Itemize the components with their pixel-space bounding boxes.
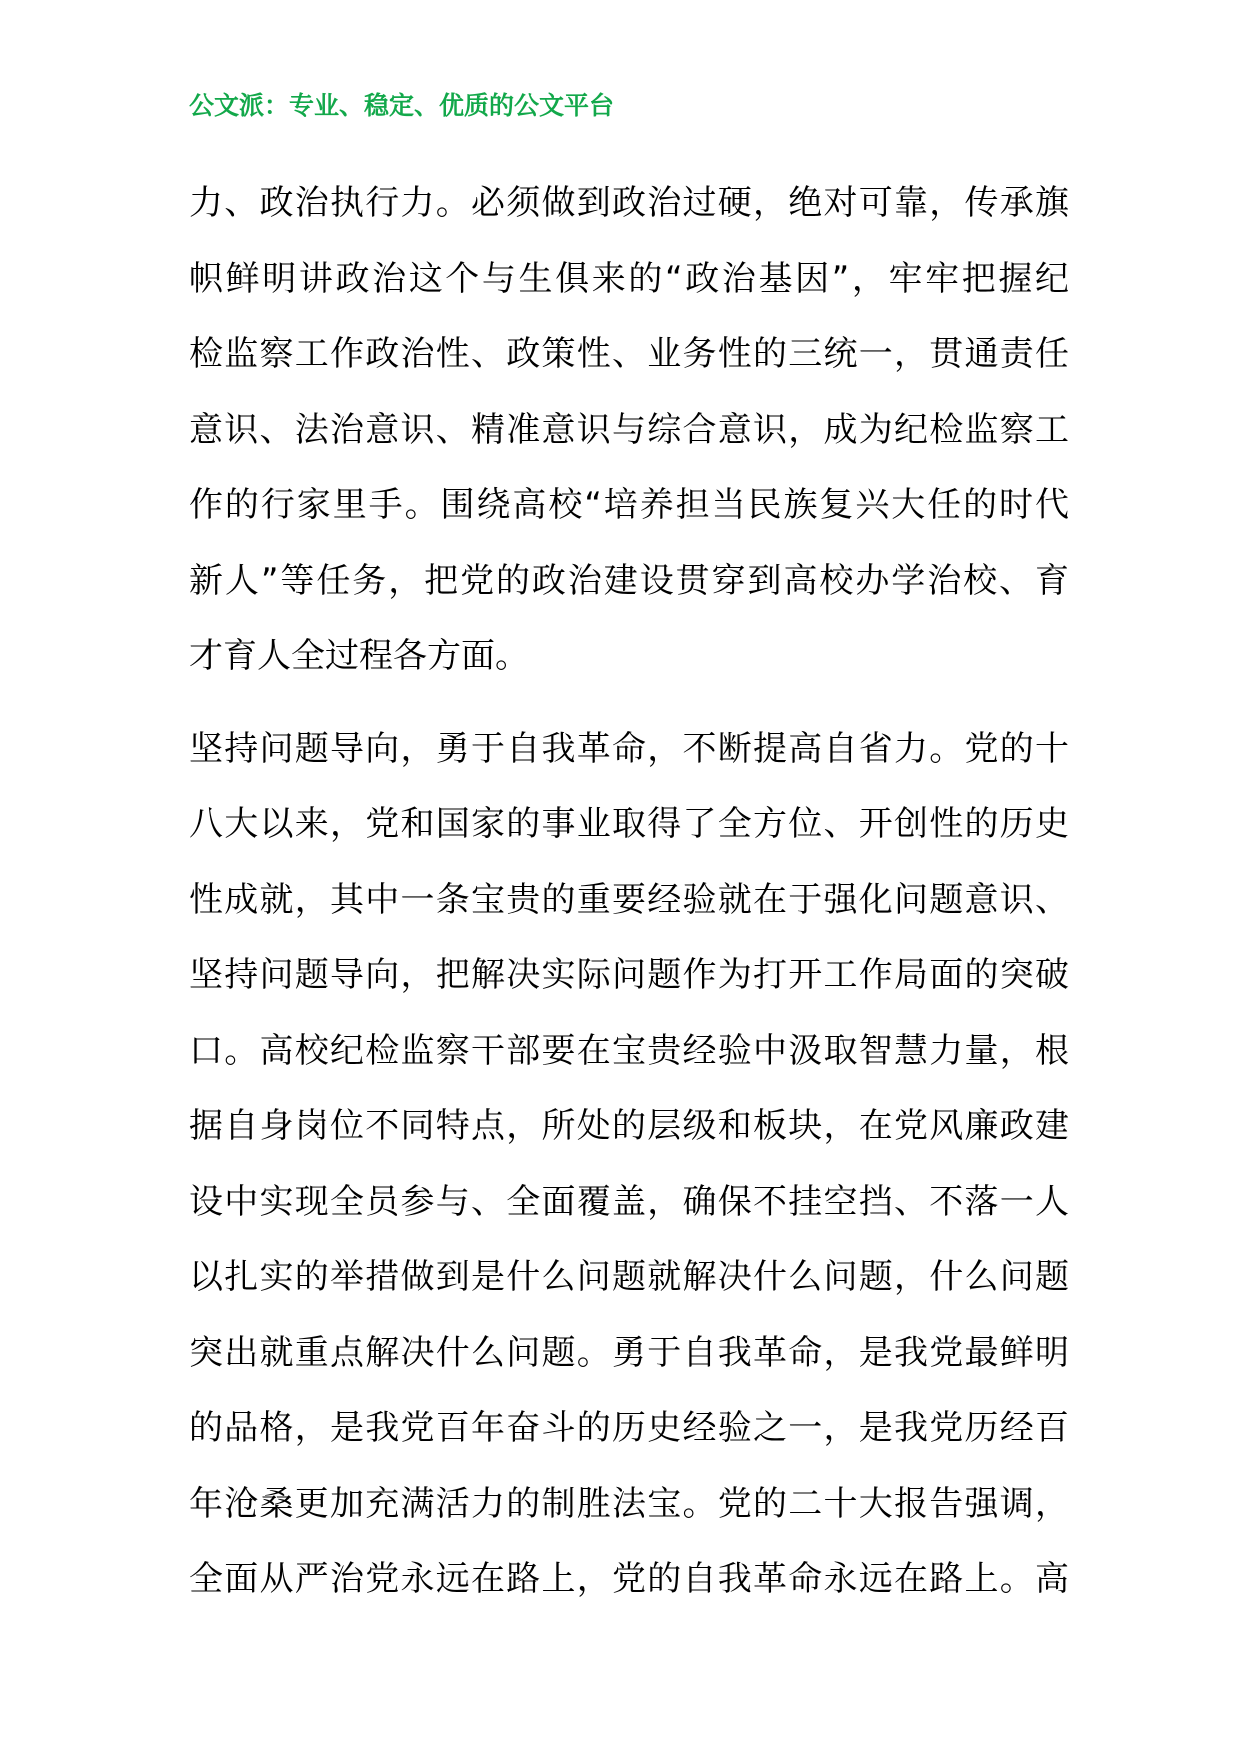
text-line: 作的行家里手。围绕高校“培养担当民族复兴大任的时代 (189, 485, 1069, 525)
text-line: 全面从严治党永远在路上，党的自我革命永远在路上。高 (189, 1559, 1069, 1599)
text-line: 坚持问题导向，把解决实际问题作为打开工作局面的突破 (189, 955, 1069, 995)
text-line: 坚持问题导向，勇于自我革命，不断提高自省力。党的十 (189, 728, 1069, 769)
text-line: 性成就，其中一条宝贵的重要经验就在于强化问题意识、 (189, 879, 1069, 920)
text-line: 突出就重点解决什么问题。勇于自我革命，是我党最鲜明 (189, 1332, 1069, 1373)
text-line: 八大以来，党和国家的事业取得了全方位、开创性的历史 (189, 804, 1069, 844)
text-line: 检监察工作政治性、政策性、业务性的三统一，贯通责任 (189, 334, 1069, 374)
text-line: 年沧桑更加充满活力的制胜法宝。党的二十大报告强调， (189, 1483, 1069, 1524)
text-line: 力、政治执行力。必须做到政治过硬，绝对可靠，传承旗 (189, 183, 1069, 223)
paragraph-1 (189, 166, 1069, 695)
text-line: 新人”等任务，把党的政治建设贯穿到高校办学治校、育 (189, 560, 1069, 601)
text-line: 才育人全过程各方面。 (189, 636, 529, 676)
text-line: 设中实现全员参与、全面覆盖，确保不挂空挡、不落一人 (189, 1181, 1069, 1222)
text-line: 意识、法治意识、精准意识与综合意识，成为纪检监察工 (189, 409, 1069, 450)
paragraph-2 (189, 712, 1069, 1618)
text-line: 据自身岗位不同特点，所处的层级和板块，在党风廉政建 (189, 1106, 1069, 1146)
text-line: 的品格，是我党百年奋斗的历史经验之一，是我党历经百 (189, 1408, 1069, 1448)
text-line: 口。高校纪检监察干部要在宝贵经验中汲取智慧力量，根 (189, 1030, 1069, 1071)
page-header: 公文派：专业、稳定、优质的公文平台 (189, 91, 615, 120)
text-line: 以扎实的举措做到是什么问题就解决什么问题，什么问题 (189, 1257, 1069, 1297)
document-body (189, 166, 1069, 1618)
text-line: 帜鲜明讲政治这个与生俱来的“政治基因”，牢牢把握纪 (189, 258, 1069, 299)
